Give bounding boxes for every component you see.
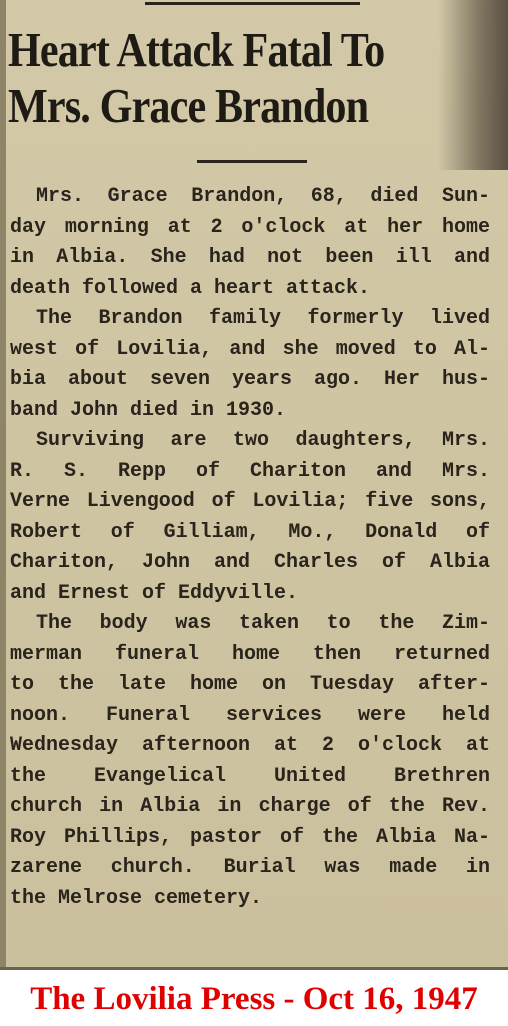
article-paragraph (10, 304, 490, 426)
article-line: The Brandon family formerly lived (36, 307, 490, 330)
article-line: day morning at 2 o'clock at her home (10, 215, 490, 239)
article-line: Surviving are two daughters, Mrs. (36, 429, 490, 452)
clipping-shadow (438, 0, 508, 170)
article-line: merman funeral home then returned (10, 642, 490, 666)
headline-line-1: Heart Attack Fatal To (8, 22, 385, 77)
article-body (10, 182, 490, 914)
article-line: R. S. Repp of Chariton and Mrs. (10, 459, 490, 483)
headline-divider-rule (197, 160, 307, 163)
headline-line-2: Mrs. Grace Brandon (8, 78, 369, 133)
source-caption: The Lovilia Press - Oct 16, 1947 (30, 981, 478, 1017)
clipping-left-edge (0, 0, 6, 970)
article-line: church in Albia in charge of the Rev. (10, 795, 490, 818)
article-line: band John died in 1930. (10, 398, 287, 422)
article-line: death followed a heart attack. (10, 276, 371, 300)
article-line: Verne Livengood of Lovilia; five sons, (10, 490, 490, 513)
article-line: to the late home on Tuesday after- (10, 673, 490, 696)
top-rule (145, 2, 360, 5)
article-paragraph (10, 182, 490, 304)
article-line: zarene church. Burial was made in (10, 856, 490, 879)
article-line: noon. Funeral services were held (10, 703, 490, 727)
article-line: in Albia. She had not been ill and (10, 246, 490, 269)
article-paragraph (10, 609, 490, 914)
headline (8, 22, 438, 134)
article-line: Chariton, John and Charles of Albia (10, 551, 490, 574)
article-line: bia about seven years ago. Her hus- (10, 368, 490, 391)
article-line: Roy Phillips, pastor of the Albia Na- (10, 825, 490, 849)
article-paragraph (10, 426, 490, 609)
article-line: the Evangelical United Brethren (10, 764, 490, 788)
article-line: the Melrose cemetery. (10, 886, 263, 910)
article-line: Mrs. Grace Brandon, 68, died Sun- (36, 185, 490, 208)
article-line: Robert of Gilliam, Mo., Donald of (10, 520, 490, 544)
article-line: west of Lovilia, and she moved to Al- (10, 337, 490, 361)
article-line: The body was taken to the Zim- (36, 612, 490, 635)
article-line: and Ernest of Eddyville. (10, 581, 299, 605)
bottom-rule (0, 967, 508, 970)
article-line: Wednesday afternoon at 2 o'clock at (10, 734, 490, 757)
